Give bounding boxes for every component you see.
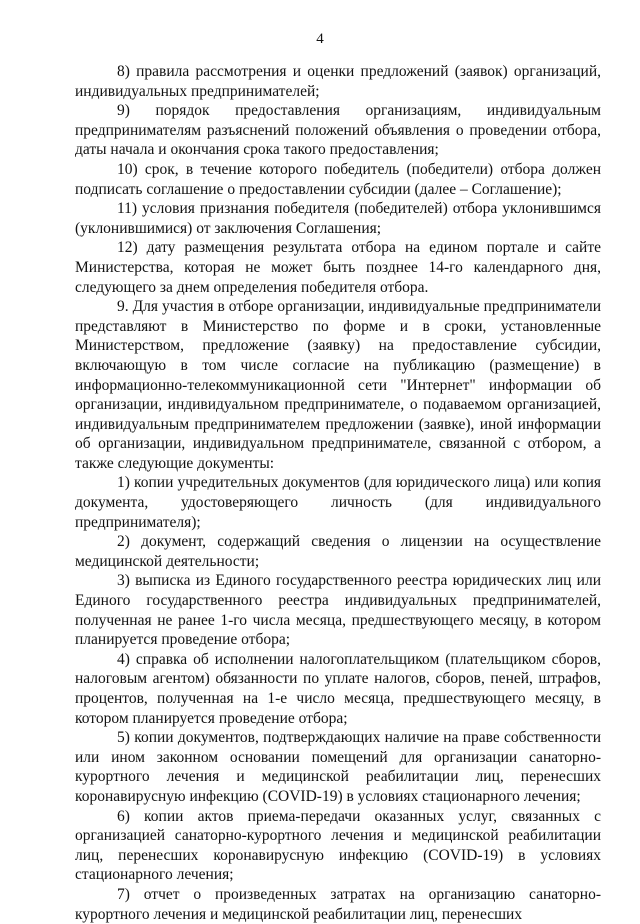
document-body xyxy=(75,62,601,924)
paragraph-document-6: 6) копии актов приема-передачи оказанных услуг, связанных с организацией санаторно-курортного лечения и медицинской реабилитации лиц, перенесших коронавирусную инфекцию (COVID-19) в условиях стационарного лечения; xyxy=(75,807,601,884)
paragraph-section-9: 9. Для участия в отборе организации, индивидуальные предприниматели представляют в Министерство по форме и в сроки, установленные Министерством, предложение (заявку) на предоставление субсидии, включающую в том числе согласие на публикацию (размещение) в информационно-телекоммуникационной сети "Интернет" информации об организации, индивидуальном предпринимателе, о подаваемом организацией, индивидуальным предпринимателем предложении (заявке), иной информации об организации, индивидуальном предпринимателе, связанной с отбором, а также следующие документы: xyxy=(75,298,601,472)
page-number: 4 xyxy=(316,31,324,47)
paragraph-document-3: 3) выписка из Единого государственного реестра юридических лиц или Единого государственного реестра индивидуальных предпринимателей, полученная не ранее 1-го числа месяца, предшествующего месяцу, в котором планируется проведение отбора; xyxy=(75,572,601,649)
paragraph-item-11: 11) условия признания победителя (победителей) отбора уклонившимся (уклонившимися) от заключения Соглашения; xyxy=(75,200,601,237)
paragraph-document-4: 4) справка об исполнении налогоплательщиком (плательщиком сборов, налоговым агентом) обязанности по уплате налогов, сборов, пеней, штрафов, процентов, полученная на 1-е число месяца, предшествующего месяцу, в котором планируется проведение отбора; xyxy=(75,650,601,727)
paragraph-document-1: 1) копии учредительных документов (для юридического лица) или копия документа, удостоверяющего личность (для индивидуального предпринимателя); xyxy=(75,474,601,531)
paragraph-document-5: 5) копии документов, подтверждающих наличие на праве собственности или ином законном основании помещений для организации санаторно-курортного лечения и медицинской реабилитации лиц, перенесших коронавирусную инфекцию (COVID-19) в условиях стационарного лечения; xyxy=(75,729,601,805)
paragraph-item-8: 8) правила рассмотрения и оценки предложений (заявок) организаций, индивидуальных предпринимателей; xyxy=(75,63,601,100)
paragraph-document-7: 7) отчет о произведенных затратах на организацию санаторно-курортного лечения и медицинской реабилитации лиц, перенесших xyxy=(75,885,601,923)
paragraph-item-12: 12) дату размещения результата отбора на едином портале и сайте Министерства, которая не может быть позднее 14-го календарного дня, следующего за днем определения победителя отбора. xyxy=(75,239,601,296)
paragraph-item-9: 9) порядок предоставления организациям, индивидуальным предпринимателям разъяснений положений объявления о проведении отбора, даты начала и окончания срока такого предоставления; xyxy=(75,102,601,159)
paragraph-item-10: 10) срок, в течение которого победитель (победители) отбора должен подписать соглашение о предоставлении субсидии (далее – Соглашение); xyxy=(75,160,601,198)
paragraph-document-2: 2) документ, содержащий сведения о лицензии на осуществление медицинской деятельности; xyxy=(75,533,601,570)
